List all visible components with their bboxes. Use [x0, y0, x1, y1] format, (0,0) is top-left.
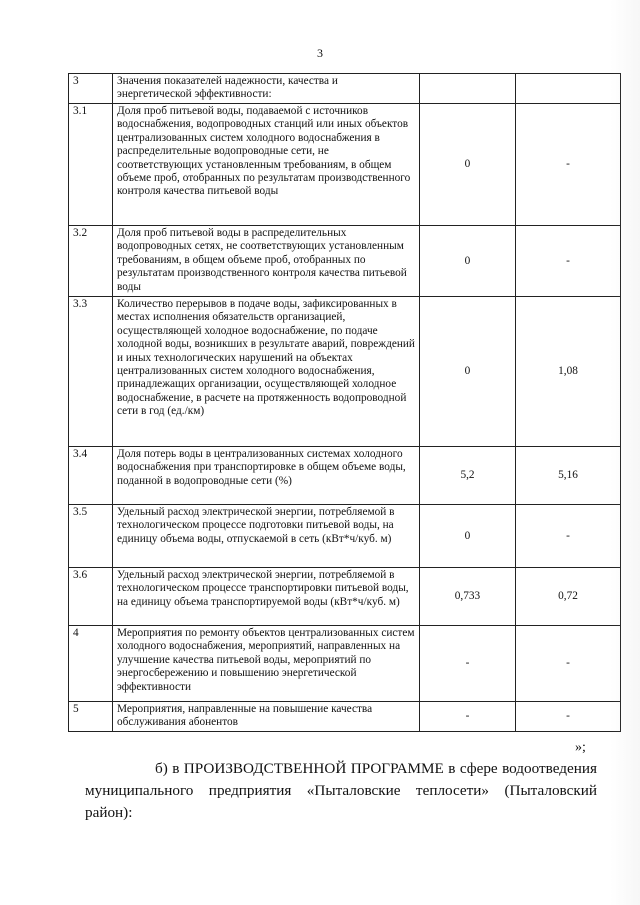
table-row	[69, 297, 621, 447]
row-description: Доля проб питьевой воды в распределительных водопроводных сетях, не соответствующих установленным требованиям, в общем объеме проб, отобранных по результатам производственного контроля качества питьевой воды	[113, 226, 420, 297]
table-row	[69, 505, 621, 568]
row-value-2: 5,16	[516, 447, 621, 505]
row-value-1: 5,2	[420, 447, 516, 505]
row-value-2: 0,72	[516, 568, 621, 626]
row-description: Мероприятия по ремонту объектов централизованных систем холодного водоснабжения, мероприятий, направленных на улучшение качества питьевой воды, мероприятий по энергосбережению и повышению энергетической эффективности	[113, 626, 420, 702]
row-value-1: -	[420, 626, 516, 702]
row-value-1	[420, 74, 516, 104]
row-description: Мероприятия, направленные на повышение качества обслуживания абонентов	[113, 702, 420, 732]
table-row	[69, 702, 621, 732]
row-value-1: -	[420, 702, 516, 732]
table-row	[69, 226, 621, 297]
row-description: Доля проб питьевой воды, подаваемой с источников водоснабжения, водопроводных станций или иных объектов централизованных систем холодного водоснабжения в распределительные водопроводные сети, не соответствующих установленным требованиям, в общем объеме проб, отобранных по результатам производственного контроля качества питьевой воды	[113, 104, 420, 226]
row-value-2	[516, 74, 621, 104]
row-value-1: 0	[420, 226, 516, 297]
paragraph-line-1: б) в ПРОИЗВОДСТВЕННОЙ ПРОГРАММЕ в сфере водоотведения	[155, 760, 597, 777]
table-row	[69, 626, 621, 702]
table-row	[69, 447, 621, 505]
row-value-1: 0,733	[420, 568, 516, 626]
table-row	[69, 74, 621, 104]
row-number: 3.6	[69, 568, 113, 626]
row-number: 3.5	[69, 505, 113, 568]
scan-edge-shadow	[610, 0, 640, 905]
row-description: Значения показателей надежности, качества и энергетической эффективности:	[113, 74, 420, 104]
table-row	[69, 104, 621, 226]
row-value-2: -	[516, 626, 621, 702]
row-number: 3	[69, 74, 113, 104]
indicators-table	[68, 73, 621, 732]
row-value-2: -	[516, 702, 621, 732]
row-number: 4	[69, 626, 113, 702]
row-description: Удельный расход электрической энергии, потребляемой в технологическом процессе транспортировки питьевой воды, на единицу объема транспортируемой воды (кВт*ч/куб. м)	[113, 568, 420, 626]
closing-quote-mark: »;	[575, 740, 586, 755]
row-value-1: 0	[420, 297, 516, 447]
row-number: 3.4	[69, 447, 113, 505]
row-description: Удельный расход электрической энергии, потребляемой в технологическом процессе подготовки питьевой воды, на единицу объема воды, отпускаемой в сеть (кВт*ч/куб. м)	[113, 505, 420, 568]
row-description: Доля потерь воды в централизованных системах холодного водоснабжения при транспортировке в общем объеме воды, поданной в водопроводные сети (%)	[113, 447, 420, 505]
row-number: 3.2	[69, 226, 113, 297]
row-number: 3.3	[69, 297, 113, 447]
row-value-2: 1,08	[516, 297, 621, 447]
row-value-2: -	[516, 505, 621, 568]
paragraph-line-2: муниципального предприятия «Пыталовские теплосети» (Пыталовский район):	[85, 782, 597, 821]
row-number: 3.1	[69, 104, 113, 226]
row-value-2: -	[516, 226, 621, 297]
row-value-1: 0	[420, 104, 516, 226]
row-value-1: 0	[420, 505, 516, 568]
row-description: Количество перерывов в подаче воды, зафиксированных в местах исполнения обязательств организацией, осуществляющей холодное водоснабжение, по подаче холодной воды, возникших в результате аварий, повреждений и иных технологических нарушений на объектах централизованных систем холодного водоснабжения, принадлежащих организации, осуществляющей холодное водоснабжение, в расчете на протяженность водопроводной сети в год (ед./км)	[113, 297, 420, 447]
row-value-2: -	[516, 104, 621, 226]
row-number: 5	[69, 702, 113, 732]
page-number: 3	[317, 46, 323, 60]
table-row	[69, 568, 621, 626]
